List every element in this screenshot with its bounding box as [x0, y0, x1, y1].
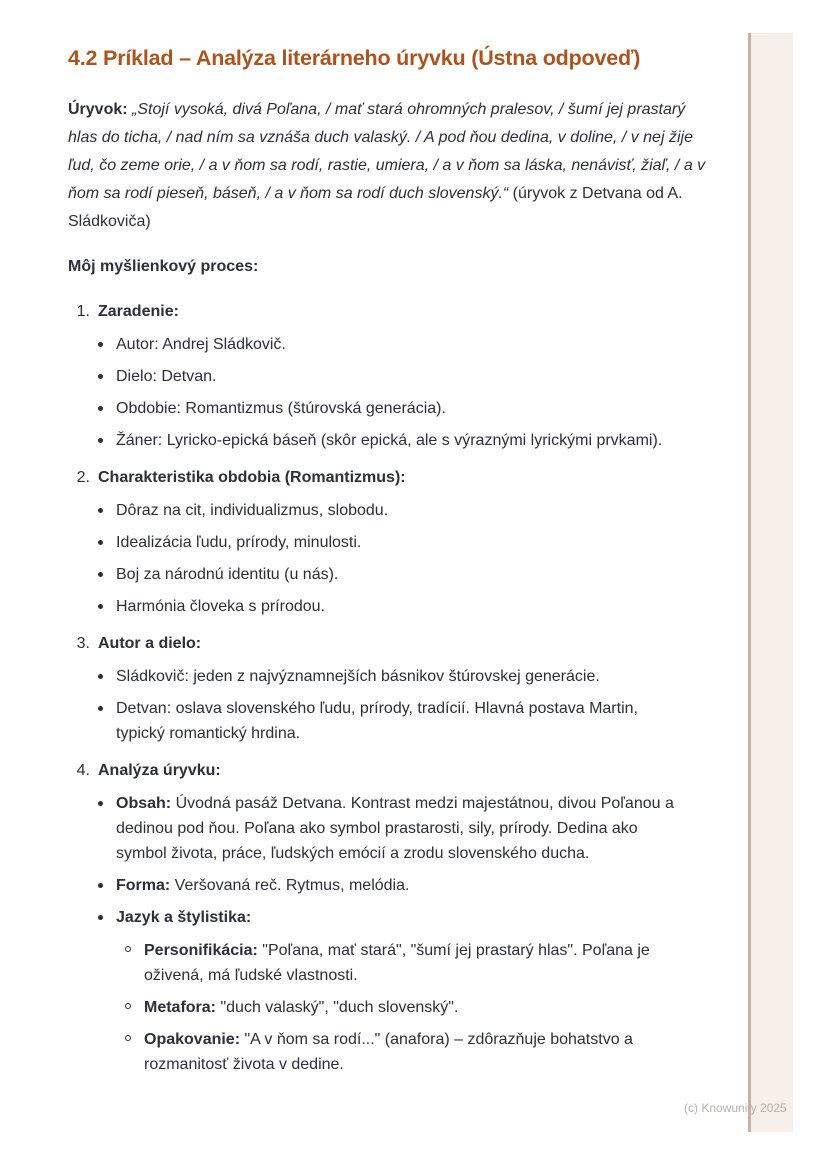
page-edge-strip	[748, 33, 793, 1132]
sub-list-item	[125, 995, 664, 1020]
bullet-list	[68, 664, 713, 746]
bullet-icon	[98, 374, 103, 379]
analysis-section	[68, 299, 713, 453]
list-item	[98, 873, 713, 898]
excerpt-paragraph	[68, 96, 713, 236]
list-item-text: Dôraz na cit, individualizmus, slobodu.	[116, 502, 389, 519]
analysis-section	[68, 465, 713, 619]
list-item-lead: Jazyk a štylistika:	[116, 909, 252, 926]
list-item-lead: Metafora:	[144, 999, 217, 1016]
list-item-text: Dielo: Detvan.	[116, 368, 217, 385]
list-item-lead: Personifikácia:	[144, 942, 258, 959]
section-heading	[68, 299, 713, 324]
section-title: Charakteristika obdobia (Romantizmus):	[98, 469, 406, 486]
list-item-text: Personifikácia: "Poľana, mať stará", "šumí jej prastarý hlas". Poľana je oživená, má ľudské vlastnosti.	[144, 942, 650, 984]
circle-bullet-icon	[125, 1035, 131, 1041]
list-item-text: Metafora: "duch valaský", "duch slovenský".	[144, 999, 459, 1016]
section-heading	[68, 465, 713, 490]
circle-bullet-icon	[125, 946, 131, 952]
bullet-icon	[98, 604, 103, 609]
list-item-text: Forma: Veršovaná reč. Rytmus, melódia.	[116, 877, 410, 894]
bullet-icon	[98, 406, 103, 411]
list-item	[98, 428, 713, 453]
sub-list-item	[125, 938, 664, 988]
section-heading	[68, 758, 713, 783]
list-item	[98, 562, 713, 587]
bullet-list	[68, 332, 713, 453]
circle-bullet-icon	[125, 1003, 131, 1009]
list-item	[98, 498, 713, 523]
document-content	[68, 45, 713, 1096]
section-title: Autor a dielo:	[98, 635, 202, 652]
list-item-text: Sládkovič: jeden z najvýznamnejších básnikov štúrovskej generácie.	[116, 668, 600, 685]
list-item	[98, 664, 713, 689]
list-item-text: Autor: Andrej Sládkovič.	[116, 336, 286, 353]
section-number: 1.	[76, 303, 90, 320]
list-item-text: Obsah: Úvodná pasáž Detvana. Kontrast medzi majestátnou, divou Poľanou a dedinou pod ňou. Poľana ako symbol prastarosti, sily, prírody. Dedina ako symbol života, práce, ľudských emócií a zrodu slovenského ducha.	[116, 795, 674, 862]
list-item-lead: Obsah:	[116, 795, 172, 812]
page-title: 4.2 Príklad – Analýza literárneho úryvku (Ústna odpoveď)	[68, 46, 641, 70]
excerpt-quote: „Stojí vysoká, divá Poľana, / mať stará ohromných pralesov, / šumí jej prastarý hlas do ticha, / nad ním sa vznáša duch valaský. / A pod ňou dedina, v doline, / v nej žije ľud, čo zeme orie, / a v ňom sa rodí, rastie, umiera, / a v ňom sa láska, nenávisť, žiaľ, / a v ňom sa rodí pieseň, báseň, / a v ňom sa rodí duch slovenský.“	[68, 101, 706, 202]
bullet-list	[68, 791, 713, 1084]
section-number: 4.	[76, 762, 90, 779]
list-item-text: Harmónia človeka s prírodou.	[116, 598, 325, 615]
section-number: 2.	[76, 469, 90, 486]
list-item-text: Idealizácia ľudu, prírody, minulosti.	[116, 534, 362, 551]
list-item-text: Opakovanie: "A v ňom sa rodí..." (anafora) – zdôrazňuje bohatstvo a rozmanitosť života v dedine.	[144, 1031, 633, 1073]
excerpt-source: (úryvok z Detvana od A. Sládkoviča)	[68, 185, 683, 230]
analysis-list	[68, 299, 713, 1084]
bullet-icon	[98, 706, 103, 711]
list-item	[98, 396, 713, 421]
list-item-text	[116, 905, 664, 1084]
bullet-icon	[98, 801, 103, 806]
bullet-icon	[98, 438, 103, 443]
bullet-icon	[98, 508, 103, 513]
section-heading	[68, 631, 713, 656]
list-item-text: Žáner: Lyricko-epická báseň (skôr epická, ale s výraznými lyrickými prvkami).	[116, 432, 663, 449]
bullet-icon	[98, 883, 103, 888]
list-item	[98, 594, 713, 619]
list-item	[98, 696, 713, 746]
sub-list-item	[125, 1027, 664, 1077]
list-item	[98, 530, 713, 555]
section-number: 3.	[76, 635, 90, 652]
process-heading: Môj myšlienkový proces:	[68, 258, 259, 275]
section-title: Analýza úryvku:	[98, 762, 221, 779]
bullet-icon	[98, 342, 103, 347]
bullet-list	[68, 498, 713, 619]
analysis-section	[68, 631, 713, 746]
bullet-icon	[98, 915, 103, 920]
watermark: (c) Knowunity 2025	[684, 1101, 787, 1115]
list-item-lead: Forma:	[116, 877, 171, 894]
sub-bullet-list	[116, 938, 664, 1077]
list-item-text: Obdobie: Romantizmus (štúrovská generácia).	[116, 400, 446, 417]
excerpt-label: Úryvok:	[68, 101, 128, 118]
list-item-lead: Opakovanie:	[144, 1031, 241, 1048]
bullet-icon	[98, 540, 103, 545]
analysis-section	[68, 758, 713, 1084]
section-title: Zaradenie:	[98, 303, 179, 320]
bullet-icon	[98, 572, 103, 577]
bullet-icon	[98, 674, 103, 679]
list-item	[98, 364, 713, 389]
list-item	[98, 332, 713, 357]
list-item-text: Detvan: oslava slovenského ľudu, prírody, tradícií. Hlavná postava Martin, typický romantický hrdina.	[116, 700, 638, 742]
list-item-text: Boj za národnú identitu (u nás).	[116, 566, 339, 583]
list-item	[98, 905, 713, 1084]
list-item	[98, 791, 713, 866]
